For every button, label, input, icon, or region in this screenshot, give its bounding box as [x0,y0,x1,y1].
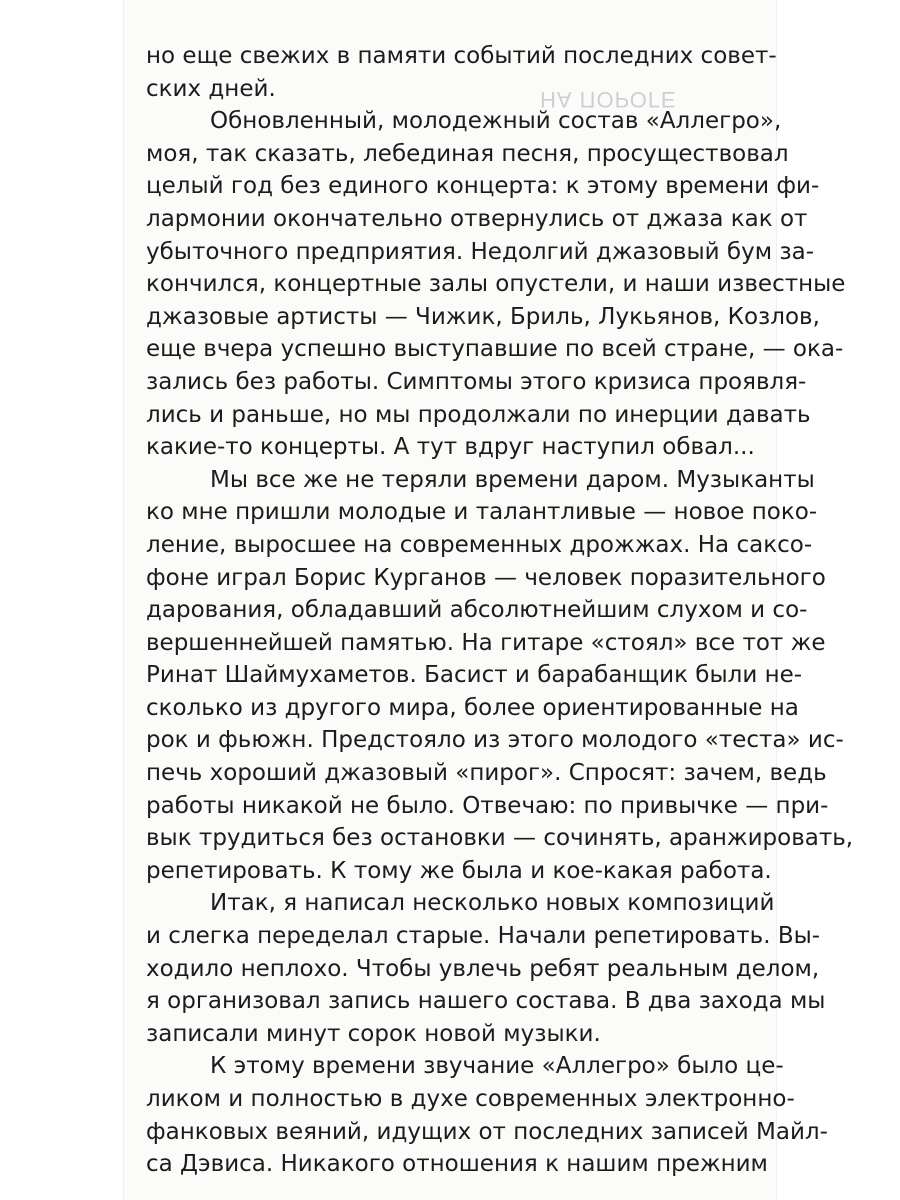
text-line: лармонии окончательно отвернулись от джаза как от [146,205,808,232]
text-line: ходило неплохо. Чтобы увлечь ребят реальным делом, [146,955,820,982]
text-line: моя, так сказать, лебединая песня, просуществовал [146,140,789,167]
text-line: фоне играл Борис Курганов — человек поразительного [146,564,826,591]
text-line: убыточного предприятия. Недолгий джазовый бум за- [146,238,814,265]
text-line: лись и раньше, но мы продолжали по инерции давать [146,401,811,428]
body-text [146,40,854,1181]
text-line: и слегка переделал старые. Начали репетировать. Вы- [146,923,821,950]
text-line: записали минут сорок новой музыки. [146,1020,601,1047]
text-line: сколько из другого мира, более ориентированные на [146,694,799,721]
text-line: ликом и полностью в духе современных электронно- [146,1086,795,1112]
text-line: я организовал запись нашего состава. В два захода мы [146,988,826,1015]
text-line: Мы все же не теряли времени даром. Музыканты [210,466,815,493]
text-line: вершеннейшей памятью. На гитаре «стоял» все тот же [146,629,826,656]
text-line: работы никакой не было. Отвечаю: по привычке — при- [146,792,829,819]
text-line: фанковых веяний, идущих от последних записей Майл- [146,1118,828,1145]
text-line: но еще свежих в памяти событий последних совет- [146,43,777,69]
text-line: ление, выросшее на современных дрожжах. На саксо- [146,531,813,558]
text-line: еще вчера успешно выступавшие по всей стране, — ока- [146,336,844,363]
text-line: целый год без единого концерта: к этому времени фи- [146,173,820,200]
text-line: вык трудиться без остановки — сочинять, аранжировать, [146,825,854,852]
text-line: ко мне пришли молодые и талантливые — новое поко- [146,499,818,526]
paragraph [146,887,826,1050]
paragraph [146,40,777,105]
text-line: репетировать. К тому же была и кое-какая работа. [146,857,772,884]
text-line: ских дней. [146,75,276,102]
text-line: Итак, я написал несколько новых композиций [210,890,775,917]
text-line: са Дэвиса. Никакого отношения к нашим прежним [146,1151,768,1178]
text-line: Обновленный, молодежный состав «Аллегро», [210,108,782,135]
text-line: кончился, концертные залы опустели, и наши известные [146,271,846,298]
paragraph [146,464,854,888]
text-line: джазовые артисты — Чижик, Бриль, Лукьянов, Козлов, [146,303,820,330]
bleed-through-header: НА ПОРОГЕ [540,87,677,112]
text-line: зались без работы. Симптомы этого кризиса проявля- [146,368,807,395]
text-line: какие-то концерты. А тут вдруг наступил обвал... [146,434,755,461]
paragraph [146,1050,828,1180]
text-line: К этому времени звучание «Аллегро» было це- [210,1053,784,1080]
text-line: дарования, обладавший абсолютнейшим слухом и со- [146,597,808,624]
paragraph [146,105,846,464]
text-line: рок и фьюжн. Предстояло из этого молодого «теста» ис- [146,727,844,754]
text-line: Ринат Шаймухаметов. Басист и барабанщик были не- [146,662,803,689]
text-line: печь хороший джазовый «пирог». Спросят: зачем, ведь [146,760,827,787]
